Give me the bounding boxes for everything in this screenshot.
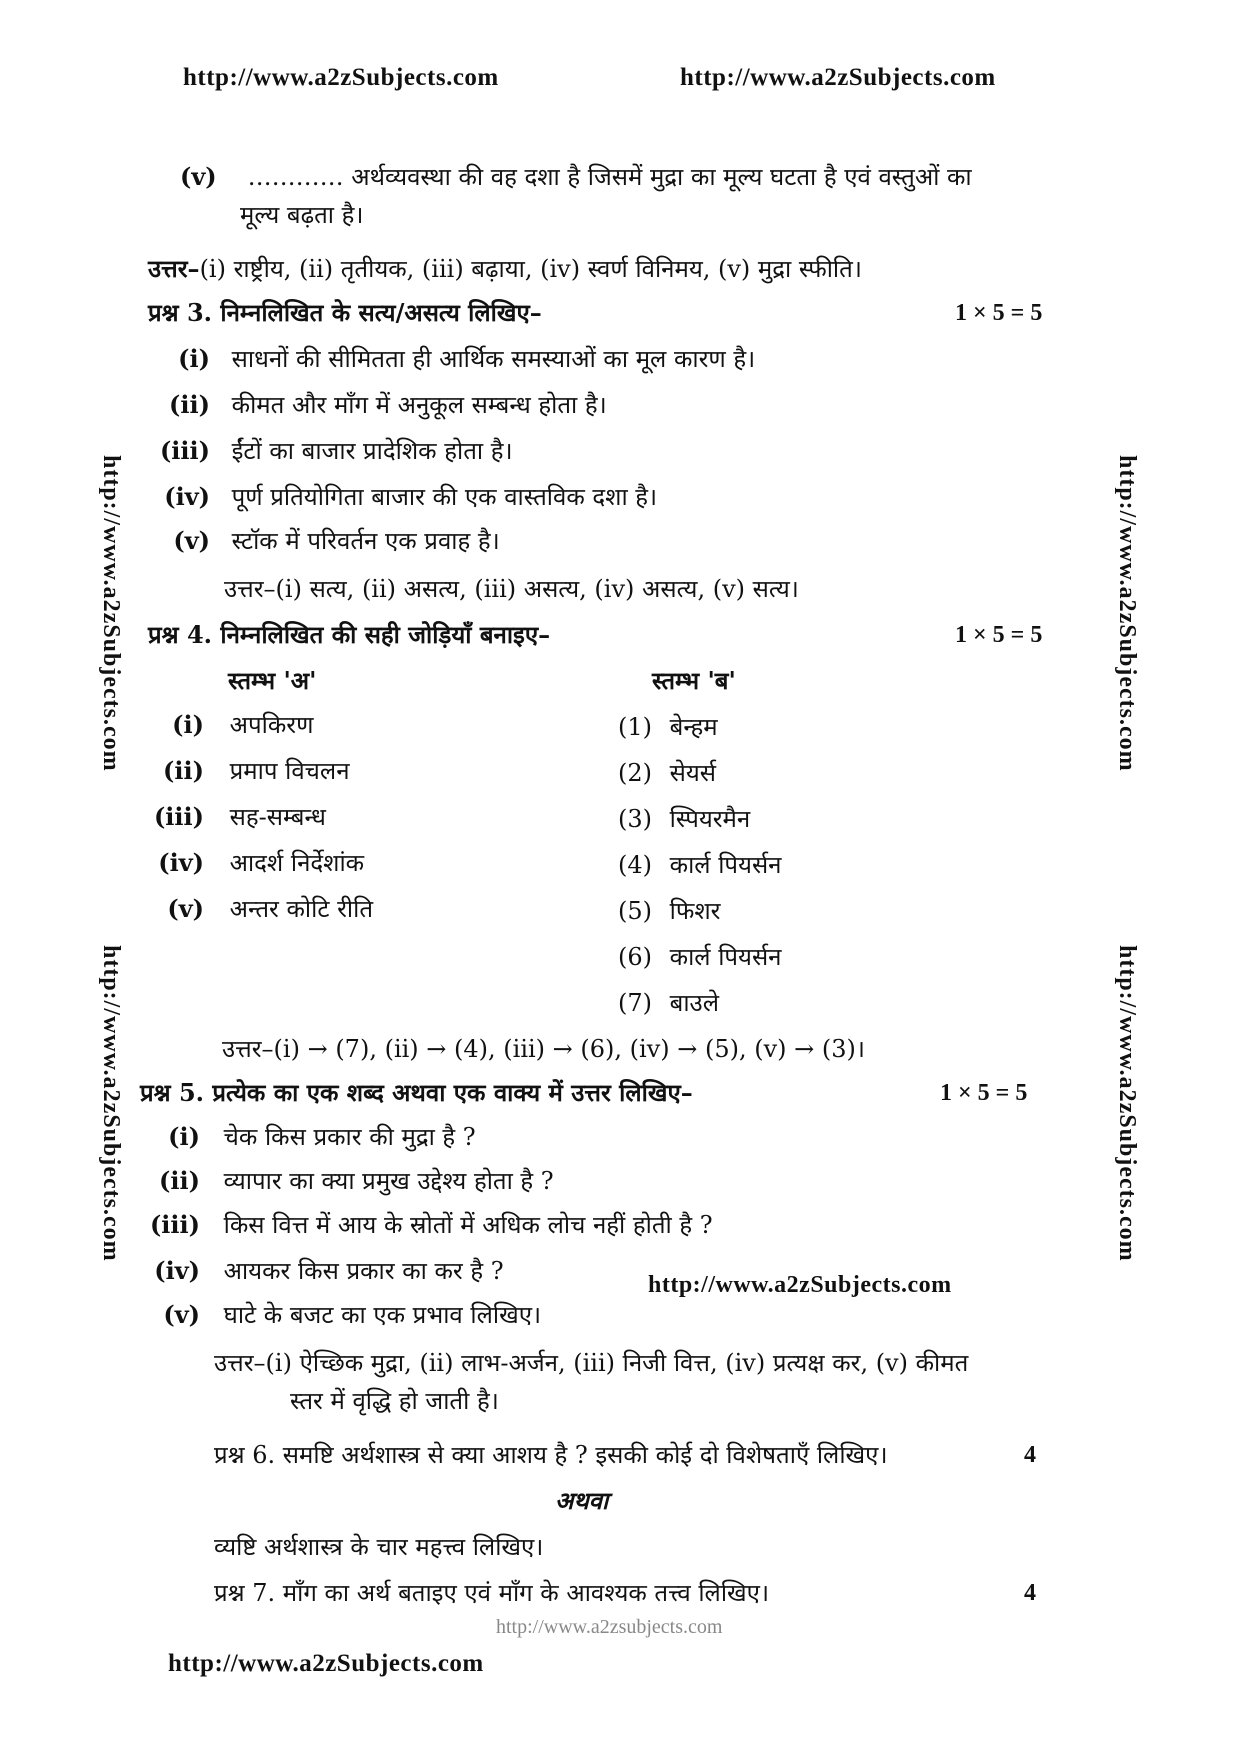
item-text: व्यापार का क्या प्रमुख उद्देश्य होता है ? — [223, 1167, 554, 1195]
q2-item-v — [180, 160, 972, 193]
item-text: ईंटों का बाजार प्रादेशिक होता है। — [231, 437, 513, 465]
q4-left-2 — [140, 754, 350, 787]
q3-item-1 — [150, 342, 755, 375]
q5-marks: 1 × 5 = 5 — [940, 1080, 1028, 1106]
item-text: चेक किस प्रकार की मुद्रा है ? — [223, 1123, 476, 1151]
item-text: आदर्श निर्देशांक — [229, 849, 365, 877]
q5-answer-line2: स्तर में वृद्धि हो जाती है। — [290, 1387, 499, 1415]
q4-col-a-header: स्तम्भ 'अ' — [228, 666, 317, 695]
q2-answer — [148, 252, 862, 285]
item-text: कीमत और माँग में अनुकूल सम्बन्ध होता है। — [231, 391, 607, 419]
item-num: (ii) — [159, 1166, 200, 1195]
header-url-right: http://www.a2zSubjects.com — [680, 64, 996, 91]
item-num: (ii) — [169, 390, 210, 419]
item-num: (iv) — [154, 1256, 200, 1285]
item-num: (iii) — [149, 1210, 200, 1239]
q3-item-2 — [150, 388, 607, 421]
q3-title: प्रश्न 3. निम्नलिखित के सत्य/असत्य लिखिए– — [148, 298, 542, 327]
q5-item-3 — [140, 1208, 713, 1241]
item-text: बाउले — [669, 989, 719, 1017]
q5-item-5 — [140, 1298, 541, 1331]
item-text: साधनों की सीमितता ही आर्थिक समस्याओं का मूल कारण है। — [231, 345, 756, 373]
item-text: अपकिरण — [229, 711, 314, 739]
q2-item-v-num: (v) — [180, 162, 217, 191]
q2-answer-label: उत्तर– — [148, 254, 200, 283]
q5-answer-line1: उत्तर–(i) ऐच्छिक मुद्रा, (ii) लाभ-अर्जन, (iii) निजी वित्त, (iv) प्रत्यक्ष कर, (v) कीमत — [214, 1349, 969, 1377]
side-url-left-bottom: http://www.a2zSubjects.com — [98, 945, 124, 1262]
item-num: (iii) — [159, 436, 210, 465]
q2-answer-text: (i) राष्ट्रीय, (ii) तृतीयक, (iii) बढ़ाया, (iv) स्वर्ण विनिमय, (v) मुद्रा स्फीति। — [199, 255, 862, 283]
item-text: स्पियरमैन — [669, 805, 751, 833]
item-num: (v) — [167, 894, 204, 923]
q3-item-5 — [150, 524, 500, 557]
item-num: (ii) — [163, 756, 204, 785]
q4-right-6 — [618, 940, 782, 973]
footer-url: http://www.a2zSubjects.com — [168, 1650, 484, 1677]
q4-right-7 — [618, 986, 719, 1019]
q4-col-b-header: स्तम्भ 'ब' — [652, 666, 736, 695]
item-text: अन्तर कोटि रीति — [229, 895, 374, 923]
side-url-left-top: http://www.a2zSubjects.com — [98, 455, 124, 772]
item-num: (v) — [163, 1300, 200, 1329]
q7-marks: 4 — [1024, 1580, 1036, 1606]
side-url-right-top: http://www.a2zSubjects.com — [1114, 455, 1140, 772]
q3-answer: उत्तर–(i) सत्य, (ii) असत्य, (iii) असत्य, (iv) असत्य, (v) सत्य। — [224, 575, 799, 603]
q4-answer: उत्तर–(i) → (7), (ii) → (4), (iii) → (6), (iv) → (5), (v) → (3)। — [222, 1035, 865, 1063]
q4-left-3 — [140, 800, 326, 833]
q6-or: अथवा — [555, 1486, 609, 1515]
item-num: (iii) — [153, 802, 204, 831]
item-text: सह-सम्बन्ध — [229, 803, 326, 831]
item-num: (7) — [618, 989, 652, 1017]
q4-right-3 — [618, 802, 750, 835]
q4-left-1 — [140, 708, 313, 741]
item-num: (i) — [172, 710, 204, 739]
q6-alternative: व्यष्टि अर्थशास्त्र के चार महत्त्व लिखिए। — [214, 1533, 544, 1561]
item-text: आयकर किस प्रकार का कर है ? — [223, 1257, 504, 1285]
item-text: स्टॉक में परिवर्तन एक प्रवाह है। — [231, 527, 500, 555]
footer-faint-url: http://www.a2zsubjects.com — [496, 1616, 723, 1638]
q4-right-5 — [618, 894, 721, 927]
item-num: (iv) — [164, 482, 210, 511]
inline-url: http://www.a2zSubjects.com — [648, 1272, 952, 1298]
item-text: प्रमाप विचलन — [229, 757, 350, 785]
item-text: फिशर — [669, 897, 721, 925]
q2-item-v-text-cont: मूल्य बढ़ता है। — [240, 201, 364, 229]
q3-marks: 1 × 5 = 5 — [955, 300, 1043, 326]
q4-title: प्रश्न 4. निम्नलिखित की सही जोड़ियाँ बनाइए– — [148, 620, 551, 649]
item-text: बेन्हम — [669, 713, 718, 741]
item-num: (3) — [618, 805, 652, 833]
q6-marks: 4 — [1024, 1442, 1036, 1468]
item-num: (i) — [168, 1122, 200, 1151]
q3-item-4 — [150, 480, 657, 513]
q5-item-4 — [140, 1254, 504, 1287]
item-num: (2) — [618, 759, 652, 787]
item-text: पूर्ण प्रतियोगिता बाजार की एक वास्तविक दशा है। — [231, 483, 658, 511]
q3-item-3 — [150, 434, 513, 467]
item-num: (1) — [618, 713, 652, 741]
header-url-left: http://www.a2zSubjects.com — [183, 64, 499, 91]
item-num: (v) — [173, 526, 210, 555]
side-url-right-bottom: http://www.a2zSubjects.com — [1114, 945, 1140, 1262]
item-num: (iv) — [158, 848, 204, 877]
q5-item-1 — [140, 1120, 476, 1153]
q2-item-v-text: ………… अर्थव्यवस्था की वह दशा है जिसमें मुद्रा का मूल्य घटता है एवं वस्तुओं का — [247, 163, 972, 191]
q5-title: प्रश्न 5. प्रत्येक का एक शब्द अथवा एक वाक्य में उत्तर लिखिए– — [140, 1078, 693, 1107]
item-text: कार्ल पियर्सन — [669, 943, 782, 971]
q4-marks: 1 × 5 = 5 — [955, 622, 1043, 648]
q4-right-1 — [618, 710, 718, 743]
q6-question: प्रश्न 6. समष्टि अर्थशास्त्र से क्या आशय है ? इसकी कोई दो विशेषताएँ लिखिए। — [214, 1441, 888, 1469]
item-num: (i) — [178, 344, 210, 373]
item-text: किस वित्त में आय के स्रोतों में अधिक लोच नहीं होती है ? — [223, 1211, 713, 1239]
item-num: (5) — [618, 897, 652, 925]
q4-left-5 — [140, 892, 373, 925]
q7-question: प्रश्न 7. माँग का अर्थ बताइए एवं माँग के आवश्यक तत्त्व लिखिए। — [214, 1579, 770, 1607]
q4-left-4 — [140, 846, 364, 879]
item-text: कार्ल पियर्सन — [669, 851, 782, 879]
item-text: सेयर्स — [669, 759, 717, 787]
item-num: (6) — [618, 943, 652, 971]
q4-right-2 — [618, 756, 716, 789]
item-num: (4) — [618, 851, 652, 879]
q4-right-4 — [618, 848, 782, 881]
q5-item-2 — [140, 1164, 554, 1197]
item-text: घाटे के बजट का एक प्रभाव लिखिए। — [223, 1301, 542, 1329]
